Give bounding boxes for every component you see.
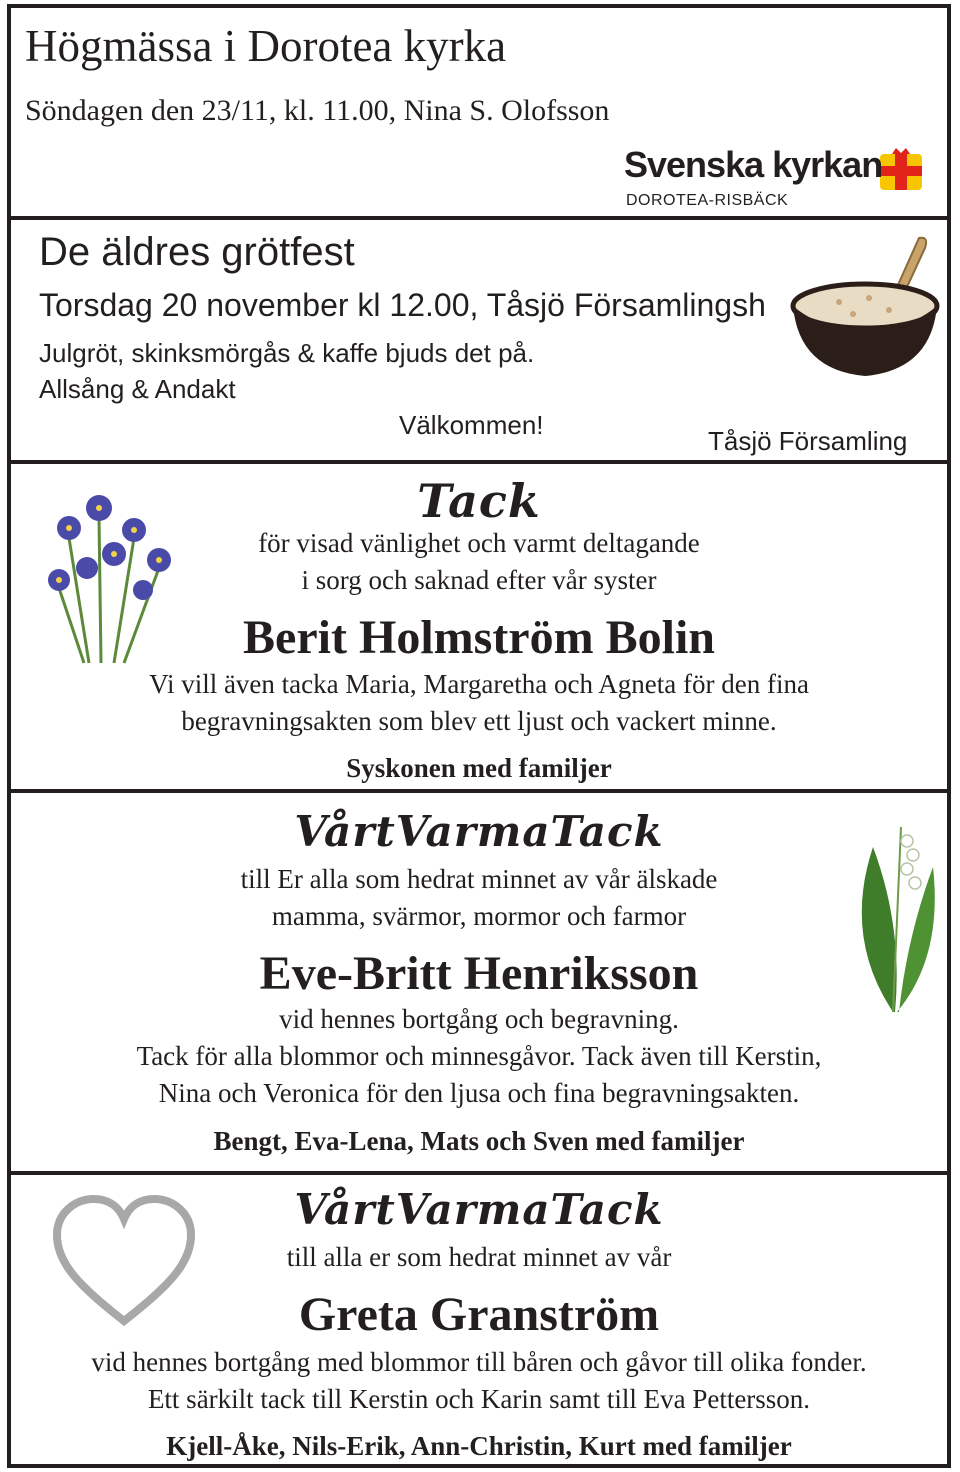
evebritt-heading: VårtVarmaTack bbox=[294, 807, 664, 856]
party-food: Julgröt, skinksmörgås & kaffe bjuds det på. bbox=[39, 338, 535, 368]
berit-line-1: för visad vänlighet och varmt deltagande bbox=[258, 528, 700, 558]
party-program: Allsång & Andakt bbox=[39, 374, 236, 404]
evebritt-line-5: Nina och Veronica för den ljusa och fina begravningsakten. bbox=[158, 1078, 800, 1108]
berit-heading: Tack bbox=[417, 474, 541, 528]
greta-line-1: till alla er som hedrat minnet av vår bbox=[286, 1242, 672, 1272]
evebritt-line-3: vid hennes bortgång och begravning. bbox=[279, 1004, 679, 1034]
porridge-bowl-icon bbox=[789, 230, 949, 390]
greta-line-3: Ett särkilt tack till Kerstin och Karin samt till Eva Pettersson. bbox=[147, 1384, 811, 1414]
party-when: Torsdag 20 november kl 12.00, Tåsjö Församlingsh bbox=[39, 287, 766, 323]
evebritt-line-2: mamma, svärmor, mormor och farmor bbox=[271, 901, 687, 931]
evebritt-signature: Bengt, Eva-Lena, Mats och Sven med familjer bbox=[213, 1126, 745, 1156]
berit-thanks-notice bbox=[7, 460, 951, 794]
mass-details: Söndagen den 23/11, kl. 11.00, Nina S. Olofsson bbox=[25, 94, 610, 127]
berit-thanks-2: begravningsakten som blev ett ljust och vackert minne. bbox=[181, 706, 777, 736]
greta-heading: VårtVarmaTack bbox=[294, 1185, 664, 1234]
berit-signature: Syskonen med familjer bbox=[346, 753, 612, 783]
evebritt-name: Eve-Britt Henriksson bbox=[259, 947, 699, 1000]
porridge-party-notice bbox=[7, 216, 951, 464]
greta-line-2: vid hennes bortgång med blommor till båren och gåvor till olika fonder. bbox=[91, 1347, 867, 1377]
logo-subtitle: DOROTEA-RISBÄCK bbox=[626, 192, 789, 209]
church-crown-icon bbox=[880, 148, 922, 190]
evebritt-line-4: Tack för alla blommor och minnesgåvor. Tack även till Kerstin, bbox=[136, 1041, 822, 1071]
berit-name: Berit Holmström Bolin bbox=[243, 611, 715, 664]
logo-name: Svenska kyrkan bbox=[624, 144, 883, 185]
greta-signature: Kjell-Åke, Nils-Erik, Ann-Christin, Kurt med familjer bbox=[166, 1431, 792, 1461]
greta-thanks-notice bbox=[7, 1171, 951, 1468]
evebritt-thanks-notice bbox=[7, 789, 951, 1175]
party-welcome: Välkommen! bbox=[399, 410, 544, 440]
mass-title: Högmässa i Dorotea kyrka bbox=[25, 21, 507, 71]
party-title: De äldres grötfest bbox=[39, 230, 355, 274]
greta-name: Greta Granström bbox=[298, 1288, 660, 1341]
mass-notice bbox=[7, 4, 951, 220]
berit-thanks-1: Vi vill även tacka Maria, Margaretha och Agneta för den fina bbox=[149, 669, 809, 699]
evebritt-line-1: till Er alla som hedrat minnet av vår älskade bbox=[240, 864, 718, 894]
berit-line-2: i sorg och saknad efter vår syster bbox=[301, 565, 657, 595]
party-host: Tåsjö Församling bbox=[708, 426, 908, 456]
